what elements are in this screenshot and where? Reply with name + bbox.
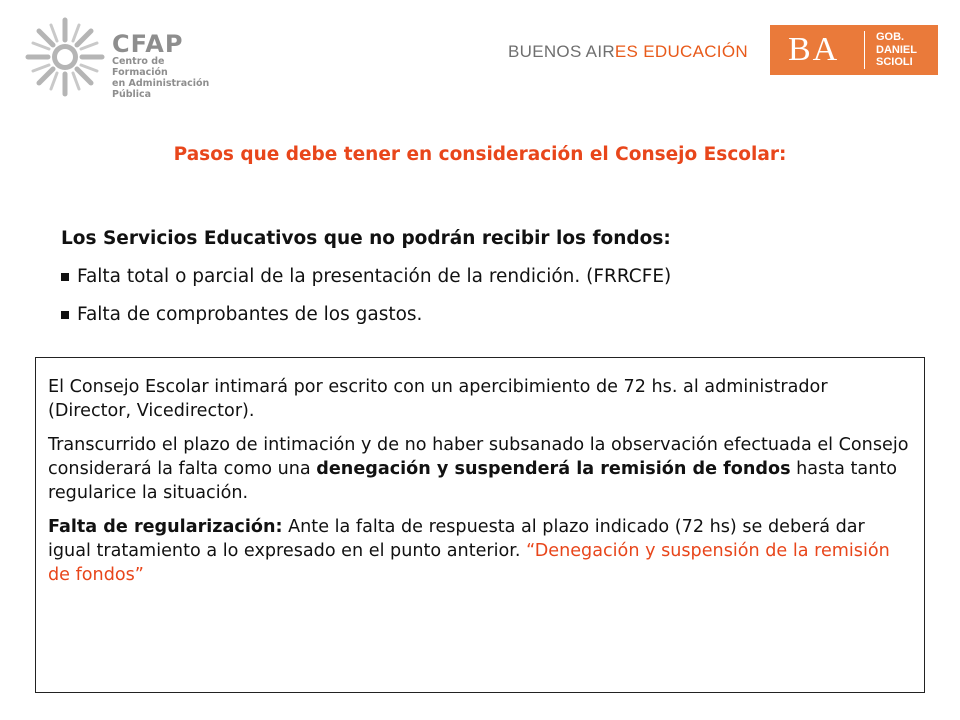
cfap-logo — [24, 16, 214, 98]
ba-edu-part2: ES EDUCACIÓN — [614, 42, 748, 61]
bullet-item — [61, 302, 921, 328]
gob-line-1: GOB. — [876, 31, 905, 43]
p3-label: Falta de regularización: — [48, 517, 283, 537]
services-heading: Los Servicios Educativos que no podrán recibir los fondos: — [61, 228, 671, 249]
gob-text — [876, 31, 917, 69]
bullet-text: Falta total o parcial de la presentación de la rendición. (FRRCFE) — [77, 266, 672, 287]
cfap-text — [112, 32, 214, 100]
services-section — [61, 226, 921, 328]
paragraph-regularizacion — [48, 515, 910, 587]
info-box — [35, 357, 925, 693]
square-bullet-icon — [61, 273, 69, 281]
ba-edu-part1: BUENOS AIR — [508, 42, 615, 61]
buenos-aires-educacion-logo — [508, 42, 748, 62]
sun-logo-icon — [24, 16, 106, 98]
p2-text-b: hasta tanto regularice la situación. — [48, 459, 898, 503]
paragraph-intimacion: El Consejo Escolar intimará por escrito con un apercibimiento de 72 hs. al administrador (Director, Vicedirector). — [48, 377, 828, 421]
ba-gob-logo — [770, 25, 938, 75]
cfap-name: CFAP — [112, 30, 184, 58]
bullet-item — [61, 264, 921, 290]
p3-quote: “Denegación y suspensión de la remisión de fondos” — [48, 541, 890, 585]
gob-line-3: SCIOLI — [876, 56, 913, 68]
square-bullet-icon — [61, 311, 69, 319]
bullet-text: Falta de comprobantes de los gastos. — [77, 304, 423, 325]
cfap-subtitle-2: en Administración Pública — [112, 78, 210, 100]
paragraph-transcurrido — [48, 433, 910, 505]
ba-letters: BA — [788, 31, 840, 68]
p2-text-bold: denegación y suspenderá la remisión de fondos — [316, 459, 791, 479]
gob-line-2: DANIEL — [876, 43, 917, 56]
info-box-content — [48, 375, 910, 597]
p3-text-a: Ante la falta de respuesta al plazo indicado (72 hs) se deberá dar igual tratamiento a lo expresado en el punto anterior. — [48, 517, 865, 561]
ba-divider — [864, 31, 865, 69]
p2-text-a: Transcurrido el plazo de intimación y de no haber subsanado la observación efectuada el Consejo considerará la falta como una — [48, 435, 909, 479]
cfap-subtitle-1: Centro de Formación — [112, 56, 168, 78]
page-title: Pasos que debe tener en consideración el Consejo Escolar: — [173, 144, 787, 165]
